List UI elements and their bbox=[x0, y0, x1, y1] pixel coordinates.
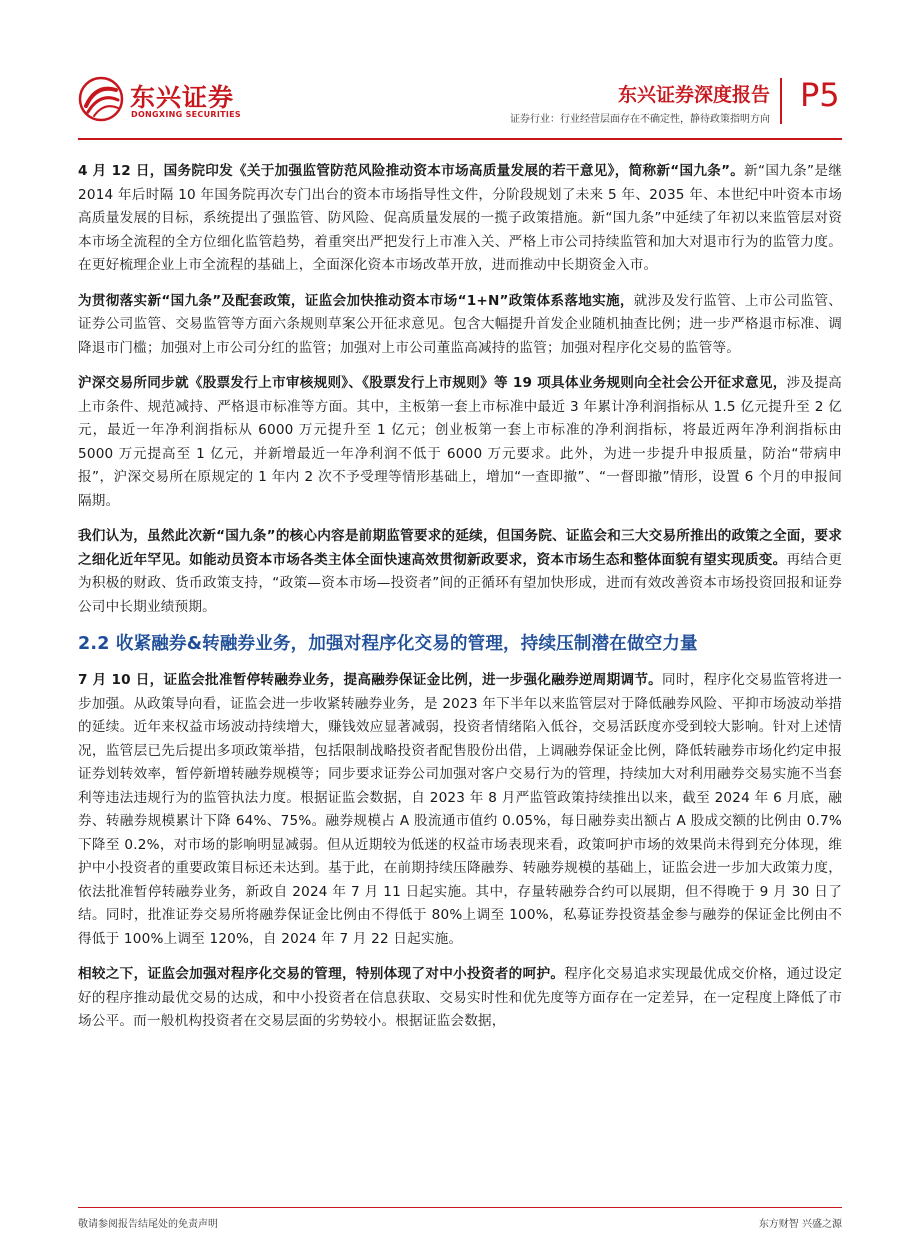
paragraph-exchange-rules bbox=[78, 372, 842, 513]
paragraph-text: 就涉及发行监管、上市公司监管、证券公司监管、交易监管等方面六条规则草案公开征求意见。包含大幅提升首发企业随机抽查比例；进一步严格退市标准、调降退市门槛；加强对上市公司分红的监管；加强对上市公司董监高减持的监管；加强对程序化交易的监管等。 bbox=[78, 292, 843, 356]
header-rule bbox=[78, 138, 842, 140]
paragraph-lead: 4 月 12 日，国务院印发《关于加强监管防范风险推动资本市场高质量发展的若干意见》，简称新“国九条”。 bbox=[78, 163, 745, 179]
company-logo bbox=[78, 70, 298, 130]
paragraph-lead: 我们认为，虽然此次新“国九条”的核心内容是前期监管要求的延续，但国务院、证监会和三大交易所推出的政策之全面，要求之细化近年罕见。如能动员资本市场各类主体全面快速高效贯彻新政要求，资本市场生态和整体面貌有望实现质变。 bbox=[78, 528, 842, 568]
page-header bbox=[0, 0, 920, 150]
paragraph-text: 新“国九条”是继 2014 年后时隔 10 年国务院再次专门出台的资本市场指导性文件，分阶段规划了未来 5 年、2035 年、本世纪中叶资本市场高质量发展的目标，系统提出了强监管、防风险、促高质量发展的一揽子政策措施。新“国九条”中延续了年初以来监管层对资本市场全流程的全方位细化监管趋势，着重突出严把发行上市准入关、严格上市公司持续监管和加大对退市行为的监管力度。在更好梳理企业上市全流程的基础上，全面深化资本市场改革开放，进而推动中长期资金入市。 bbox=[78, 163, 842, 273]
paragraph-guojiutiao bbox=[78, 160, 842, 278]
paragraph-text: 涉及提高上市条件、规范减持、严格退市标准等方面。其中，主板第一套上市标准中最近 3 年累计净利润指标从 1.5 亿元提升至 2 亿元，最近一年净利润指标从 6000 万元提升至 1 亿元；创业板第一套上市标准的净利润指标，将最近两年净利润指标由 5000 万元提高至 1 亿元，并新增最近一年净利润不低于 6000 万元要求。此外，为进一步提升申报质量，防治“带病申报”，沪深交易所在原规定的 1 年内 2 次不予受理等情形基础上，增加“一查即撤”、“一督即撤”情形，设置 6 个月的申报间隔期。 bbox=[78, 375, 842, 509]
logo-chinese-name: 东兴证券 bbox=[130, 83, 235, 112]
paragraph-lead: 相较之下，证监会加强对程序化交易的管理，特别体现了对中小投资者的呵护。 bbox=[78, 966, 565, 982]
logo-english-name: DONGXING SECURITIES bbox=[131, 110, 241, 119]
paragraph-text: 再结合更为积极的财政、货币政策支持，“政策—资本市场—投资者”间的正循环有望加快形成，进而有效改善资本市场投资回报和证券公司中长期业绩预期。 bbox=[78, 551, 842, 615]
footer-rule bbox=[78, 1207, 842, 1208]
footer-disclaimer: 敬请参阅报告结尾处的免责声明 bbox=[78, 1219, 218, 1230]
paragraph-our-view bbox=[78, 525, 842, 619]
paragraph-lead: 沪深交易所同步就《股票发行上市审核规则》、《股票发行上市规则》等 19 项具体业务规则向全社会公开征求意见， bbox=[78, 375, 787, 391]
paragraph-lead: 7 月 10 日，证监会批准暂停转融券业务，提高融券保证金比例，进一步强化融券逆周期调节。 bbox=[78, 672, 663, 688]
paragraph-program-trading bbox=[78, 963, 842, 1034]
paragraph-1n-policy bbox=[78, 290, 842, 361]
report-title: 东兴证券深度报告 bbox=[617, 84, 770, 106]
paragraph-lead: 为贯彻落实新“国九条”及配套政策，证监会加快推动资本市场“1+N”政策体系落地实施， bbox=[78, 292, 634, 309]
header-divider bbox=[780, 78, 782, 124]
report-body bbox=[78, 160, 842, 1046]
report-subtitle: 证券行业：行业经营层面存在不确定性，静待政策指明方向 bbox=[510, 114, 770, 125]
page-number: P5 bbox=[800, 76, 840, 114]
footer-slogan: 东方财智 兴盛之源 bbox=[758, 1219, 842, 1230]
section-heading: 2.2 收紧融券&转融券业务，加强对程序化交易的管理，持续压制潜在做空力量 bbox=[78, 634, 698, 654]
paragraph-text: 程序化交易追求实现最优成交价格，通过设定好的程序推动最优交易的达成，和中小投资者在信息获取、交易实时性和优先度等方面存在一定差异，在一定程度上降低了市场公平。而一般机构投资者在交易层面的劣势较小。根据证监会数据， bbox=[78, 966, 843, 1029]
paragraph-securities-refinancing bbox=[78, 669, 842, 951]
paragraph-text: 同时，程序化交易监管将进一步加强。从政策导向看，证监会进一步收紧转融券业务，是 2023 年下半年以来监管层对于降低融券风险、平抑市场波动举措的延续。近年来权益市场波动持续增大，赚钱效应显著减弱，投资者情绪陷入低谷，交易活跃度亦受到较大影响。针对上述情况，监管层已先后提出多项政策举措，包括限制战略投资者配售股份出借，上调融券保证金比例，降低转融券市场化约定申报证券划转效率，暂停新增转融券规模等；同步要求证券公司加强对客户交易行为的管理，持续加大对利用融券交易实施不当套利等违法违规行为的监管执法力度。根据证监会数据，自 2023 年 8 月严监管政策持续推出以来，截至 2024 年 6 月底，融券、转融券规模累计下降 64%、75%。融券规模占 A 股流通市值约 0.05%，每日融券卖出额占 A 股成交额的比例由 0.7%下降至 0.2%，对市场的影响明显减弱。但从近期较为低迷的权益市场表现来看，政策呵护市场的效果尚未得到充分体现，维护中小投资者的重要政策目标还未达到。基于此，在前期持续压降融券、转融券规模的基础上，证监会进一步加大政策力度，依法批准暂停转融券业务，新政自 2024 年 7 月 11 日起实施。其中，存量转融券合约可以展期，但不得晚于 9 月 30 日了结。同时，批准证券交易所将融券保证金比例由不得低于 80%上调至 100%，私募证券投资基金参与融券的保证金比例由不得低于 100%上调至 120%，自 2024 年 7 月 22 日起实施。 bbox=[78, 672, 842, 947]
dongxing-logo-icon bbox=[78, 76, 124, 122]
